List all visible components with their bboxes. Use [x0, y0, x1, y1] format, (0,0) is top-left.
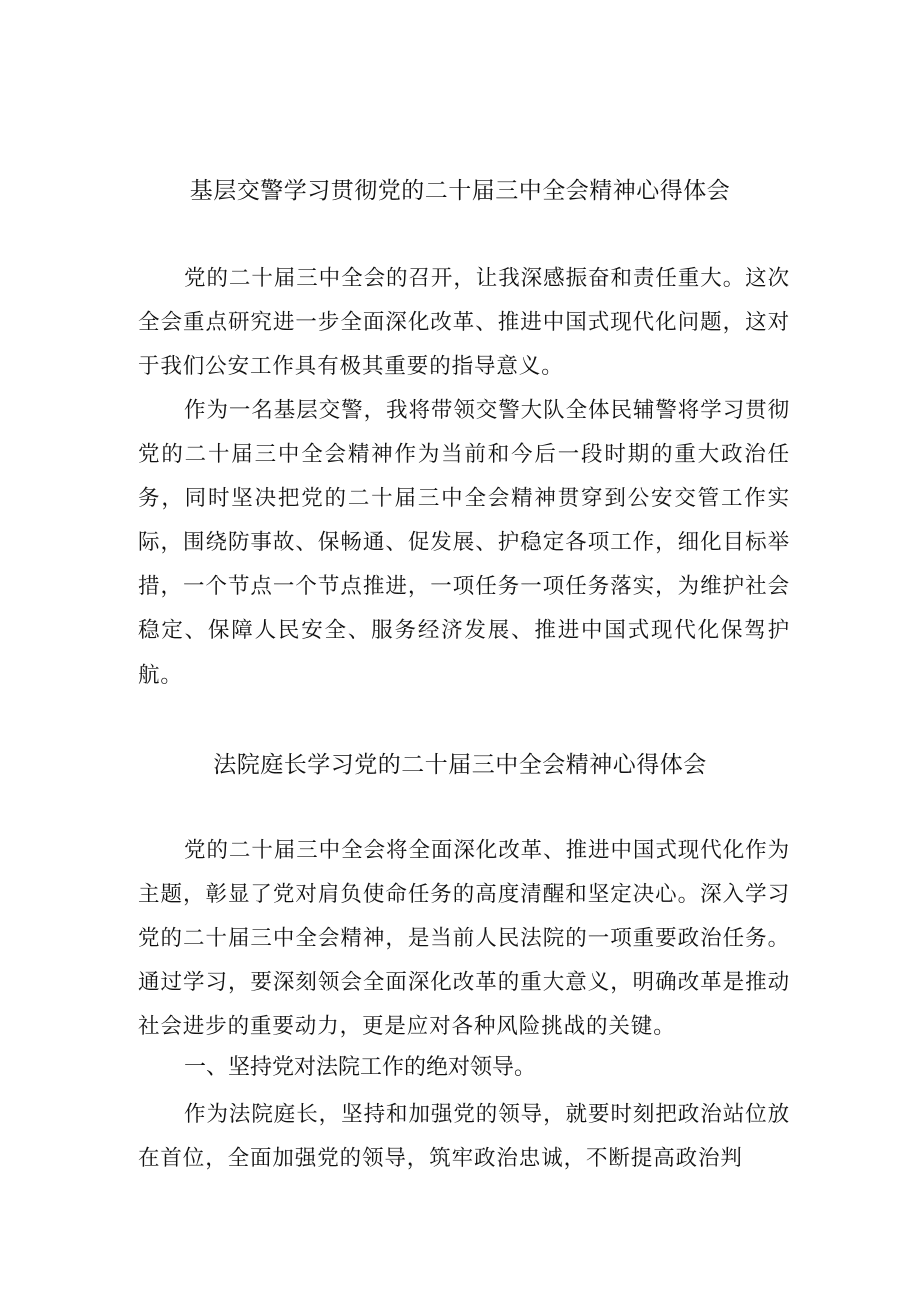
article-2-title: 法院庭长学习党的二十届三中全会精神心得体会	[213, 752, 707, 778]
article-1-title: 基层交警学习贯彻党的二十届三中全会精神心得体会	[189, 178, 731, 204]
article-1-paragraph-2: 作为一名基层交警，我将带领交警大队全体民辅警将学习贯彻党的二十届三中全会精神作为当前和今后一段时期的重大政治任务，同时坚决把党的二十届三中全会精神贯穿到公安交管工作实际，围绕防事故、保畅通、促发展、护稳定各项工作，细化目标举措，一个节点一个节点推进，一项任务一项任务落实，为维护社会稳定、保障人民安全、服务经济发展、推进中国式现代化保驾护航。	[138, 398, 790, 688]
article-2-intro-paragraph: 党的二十届三中全会将全面深化改革、推进中国式现代化作为主题，彰显了党对肩负使命任务的高度清醒和坚定决心。深入学习党的二十届三中全会精神，是当前人民法院的一项重要政治任务。通过学习，要深刻领会全面深化改革的重大意义，明确改革是推动社会进步的重要动力，更是应对各种风险挑战的关键。	[138, 838, 790, 1040]
article-2-section-1-heading: 一、坚持党对法院工作的绝对领导。	[184, 1055, 537, 1080]
article-2-section-1-paragraph: 作为法院庭长，坚持和加强党的领导，就要时刻把政治站位放在首位，全面加强党的领导，筑牢政治忠诚，不断提高政治判	[138, 1102, 790, 1172]
article-1-paragraph-1: 党的二十届三中全会的召开，让我深感振奋和责任重大。这次全会重点研究进一步全面深化改革、推进中国式现代化问题，这对于我们公安工作具有极其重要的指导意义。	[138, 266, 790, 380]
